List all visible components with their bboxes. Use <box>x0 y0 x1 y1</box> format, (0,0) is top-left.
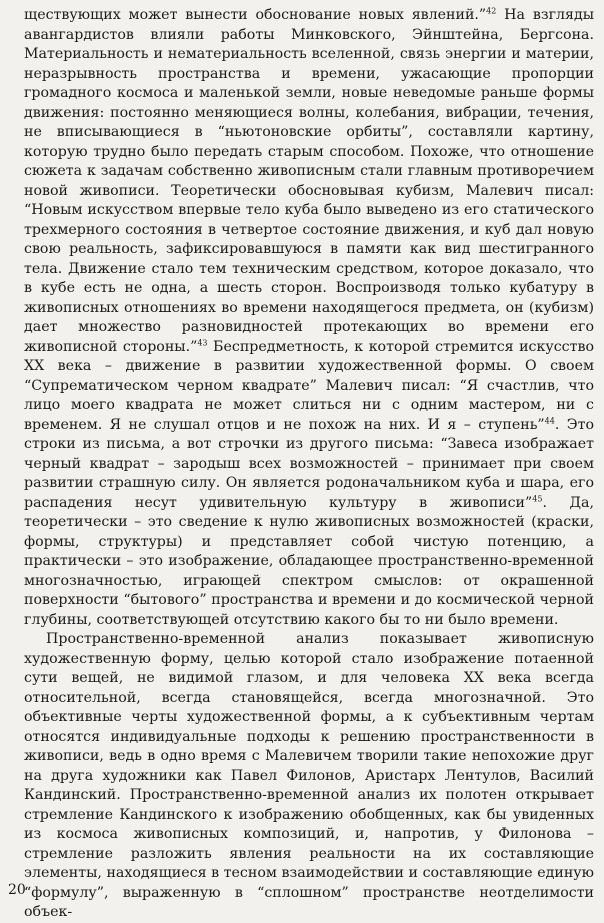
body-text <box>24 6 594 923</box>
paragraph-2 <box>24 630 594 923</box>
footnote-ref: 45 <box>532 493 543 503</box>
paragraph-1 <box>24 6 594 630</box>
footnote-ref: 43 <box>197 337 208 347</box>
page-number: 20 <box>8 882 26 898</box>
text-run: . Да, теоретически – это сведение к нулю живописных возможностей (краски, формы, структуры) и представляет собой чистую потенцию, а практически – это изображение, обладающее пространственно-временной многозначностью, играющей спектром смыслов: от окрашенной поверхности “бытового” пространства и времени и до космической черной глубины, соответствующей отсутствию какого бы то ни было времени. <box>24 494 594 628</box>
text-run: . Это строки из письма, а вот строчки из другого письма: “Завеса изображает черный квадрат – зародыш всех возможностей – принимает при своем развитии страшную силу. Он является родоначальником куба и шара, его распадения несут удивительную культуру в живописи” <box>24 416 594 511</box>
footnote-ref: 42 <box>486 6 497 16</box>
footnote-ref: 44 <box>544 415 555 425</box>
text-run: Пространственно-временной анализ показывает живописную художественную форму, целью которой стало изображение потаенной сути вещей, не видимой глазом, и для человека XX века всегда относительной, всегда становящейся, всегда многозначной. Это объективные черты художественной формы, а к субъективным чертам относятся индивидуальные подходы к решению пространственности в живописи, ведь в одно время с Малевичем творили такие непохожие друг на друга художники как Павел Филонов, Аристарх Лентулов, Василий Кандинский. Пространственно-временной анализ их полотен открывает стремление Кандинского к изображению обобщенных, как бы увиденных из космоса живописных композиций, и, напротив, у Филонова – стремление разложить явления реальности на их составляющие элементы, находящиеся в тесном взаимодействии и составляющие единую “формулу”, выраженную в “сплошном” пространстве неотделимости объек- <box>24 631 594 920</box>
text-run: На взгляды авангардистов влияли работы Минковского, Эйнштейна, Бергсона. Материальность и нематериальность вселенной, связь энергии и материи, неразрывность пространства и времени, ужасающие пропорции громадного космоса и маленькой земли, новые неведомые раньше формы движения: постоянно меняющиеся волны, колебания, вибрации, течения, не вписывающиеся в “ньютоновские орбиты”, составляли картину, которую трудно было передать старым способом. Похоже, что отношение сюжета к задачам собственно живописным стали главным противоречием новой живописи. Теоретически обосновывая кубизм, Малевич писал: “Новым искусством впервые тело куба было выведено из его статического трехмерного состояния в четвертое состояние движения, и куб дал новую свою реальность, зафиксировавшуюся в памяти как вид шестигранного тела. Движение стало тем техническим средством, которое доказало, что в кубе есть не одна, а шесть сторон. Воспроизводя только кубатуру в живописных отношениях во времени находящегося предмета, он (кубизм) дает множество разновидностей протекающих во времени его живописной стороны.” <box>24 7 594 355</box>
text-run: Беспредметность, к которой стремится искусство XX века – движение в развитии художественной формы. О своем “Супрематическом черном квадрате” Малевич писал: “Я счастлив, что лицо моего квадрата не может слиться ни с одним мастером, ни с временем. Я не слушал отцов и не похож на них. И я – ступень” <box>24 338 594 433</box>
text-run: ществующих может вынести обоснование новых явлений.” <box>24 7 487 23</box>
